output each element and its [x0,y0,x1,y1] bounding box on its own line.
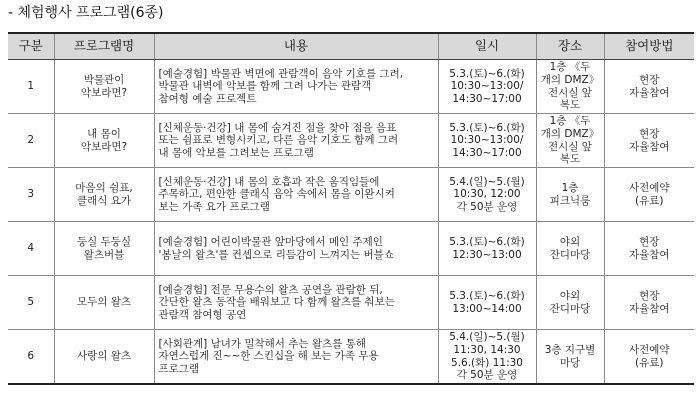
cell-place: 야외 잔디마당 [536,276,604,330]
cell-method: 현장 자율참여 [604,114,694,168]
program-table [8,32,694,385]
cell-program: 박물관이 악보라면? [54,60,154,114]
cell-num: 1 [8,60,54,114]
cell-date: 5.3.(토)~6.(화) 12:30~13:00 [438,222,536,276]
cell-content: [신체운동·건강] 내 몸에 숨겨진 점을 찾아 점을 음표 또는 쉼표로 변형시키고, 다른 음악 기호도 함께 그려 내 몸에 악보를 그려보는 프로그램 [154,114,438,168]
cell-program: 마음의 쉼표, 클래식 요가 [54,168,154,222]
cell-num: 4 [8,222,54,276]
cell-program: 둥실 두둥실 왈츠버블 [54,222,154,276]
cell-place: 1층 피크닉룸 [536,168,604,222]
cell-place: 3층 지구별 마당 [536,330,604,385]
cell-place: 야외 잔디마당 [536,222,604,276]
cell-num: 6 [8,330,54,385]
col-header-method: 참여방법 [604,33,694,60]
page-heading: - 체험행사 프로그램(6종) [8,5,164,21]
cell-content: [예술경험] 전문 무용수의 왈츠 공연을 관람한 뒤, 간단한 왈츠 동작을 배워보고 다 함께 왈츠를 춰보는 관람객 참여형 공연 [154,276,438,330]
table-header-row [8,33,694,60]
cell-content: [신체운동·건강] 내 몸의 호흡과 작은 움직임들에 주목하고, 편안한 클래식 음악 속에서 몸을 이완시켜 보는 가족 요가 프로그램 [154,168,438,222]
col-header-content: 내용 [154,33,438,60]
cell-place: 1층 《두 개의 DMZ》 전시실 앞 복도 [536,114,604,168]
cell-content: [예술경험] 박물관 벽면에 관람객이 음악 기호를 그려, 박물관 내벽에 악보를 함께 그려 나가는 관람객 참여형 예술 프로젝트 [154,60,438,114]
col-header-program: 프로그램명 [54,33,154,60]
cell-date: 5.3.(토)~6.(화) 13:00~14:00 [438,276,536,330]
cell-content: [예술경험] 어린이박물관 앞마당에서 메인 주제인 '봄날의 왈츠'를 컨셉으로 리듬감이 느껴지는 버블쇼 [154,222,438,276]
cell-method: 현장 자율참여 [604,60,694,114]
table-row [8,60,694,114]
cell-date: 5.3.(토)~6.(화) 10:30~13:00/ 14:30~17:00 [438,114,536,168]
cell-num: 2 [8,114,54,168]
table-row [8,330,694,385]
table-row [8,276,694,330]
cell-place: 1층 《두 개의 DMZ》 전시실 앞 복도 [536,60,604,114]
col-header-place: 장소 [536,33,604,60]
cell-date: 5.4.(일)~5.(월) 10:30, 12:00 각 50분 운영 [438,168,536,222]
cell-program: 모두의 왈츠 [54,276,154,330]
cell-content: [사회관계] 남녀가 밀착해서 추는 왈츠를 통해 자연스럽게 진~~한 스킨십을 해 보는 가족 무용 프로그램 [154,330,438,385]
cell-date: 5.4.(일)~5.(월) 11:30, 14:30 5.6.(화) 11:30 각 50분 운영 [438,330,536,385]
cell-program: 내 몸이 악보라면? [54,114,154,168]
cell-num: 3 [8,168,54,222]
cell-method: 현장 자율참여 [604,276,694,330]
cell-method: 사전예약 (유료) [604,330,694,385]
cell-method: 사전예약 (유료) [604,168,694,222]
col-header-num: 구분 [8,33,54,60]
table-row [8,222,694,276]
cell-num: 5 [8,276,54,330]
table-row [8,168,694,222]
cell-date: 5.3.(토)~6.(화) 10:30~13:00/ 14:30~17:00 [438,60,536,114]
table-row [8,114,694,168]
col-header-date: 일시 [438,33,536,60]
cell-method: 현장 자율참여 [604,222,694,276]
cell-program: 사랑의 왈츠 [54,330,154,385]
